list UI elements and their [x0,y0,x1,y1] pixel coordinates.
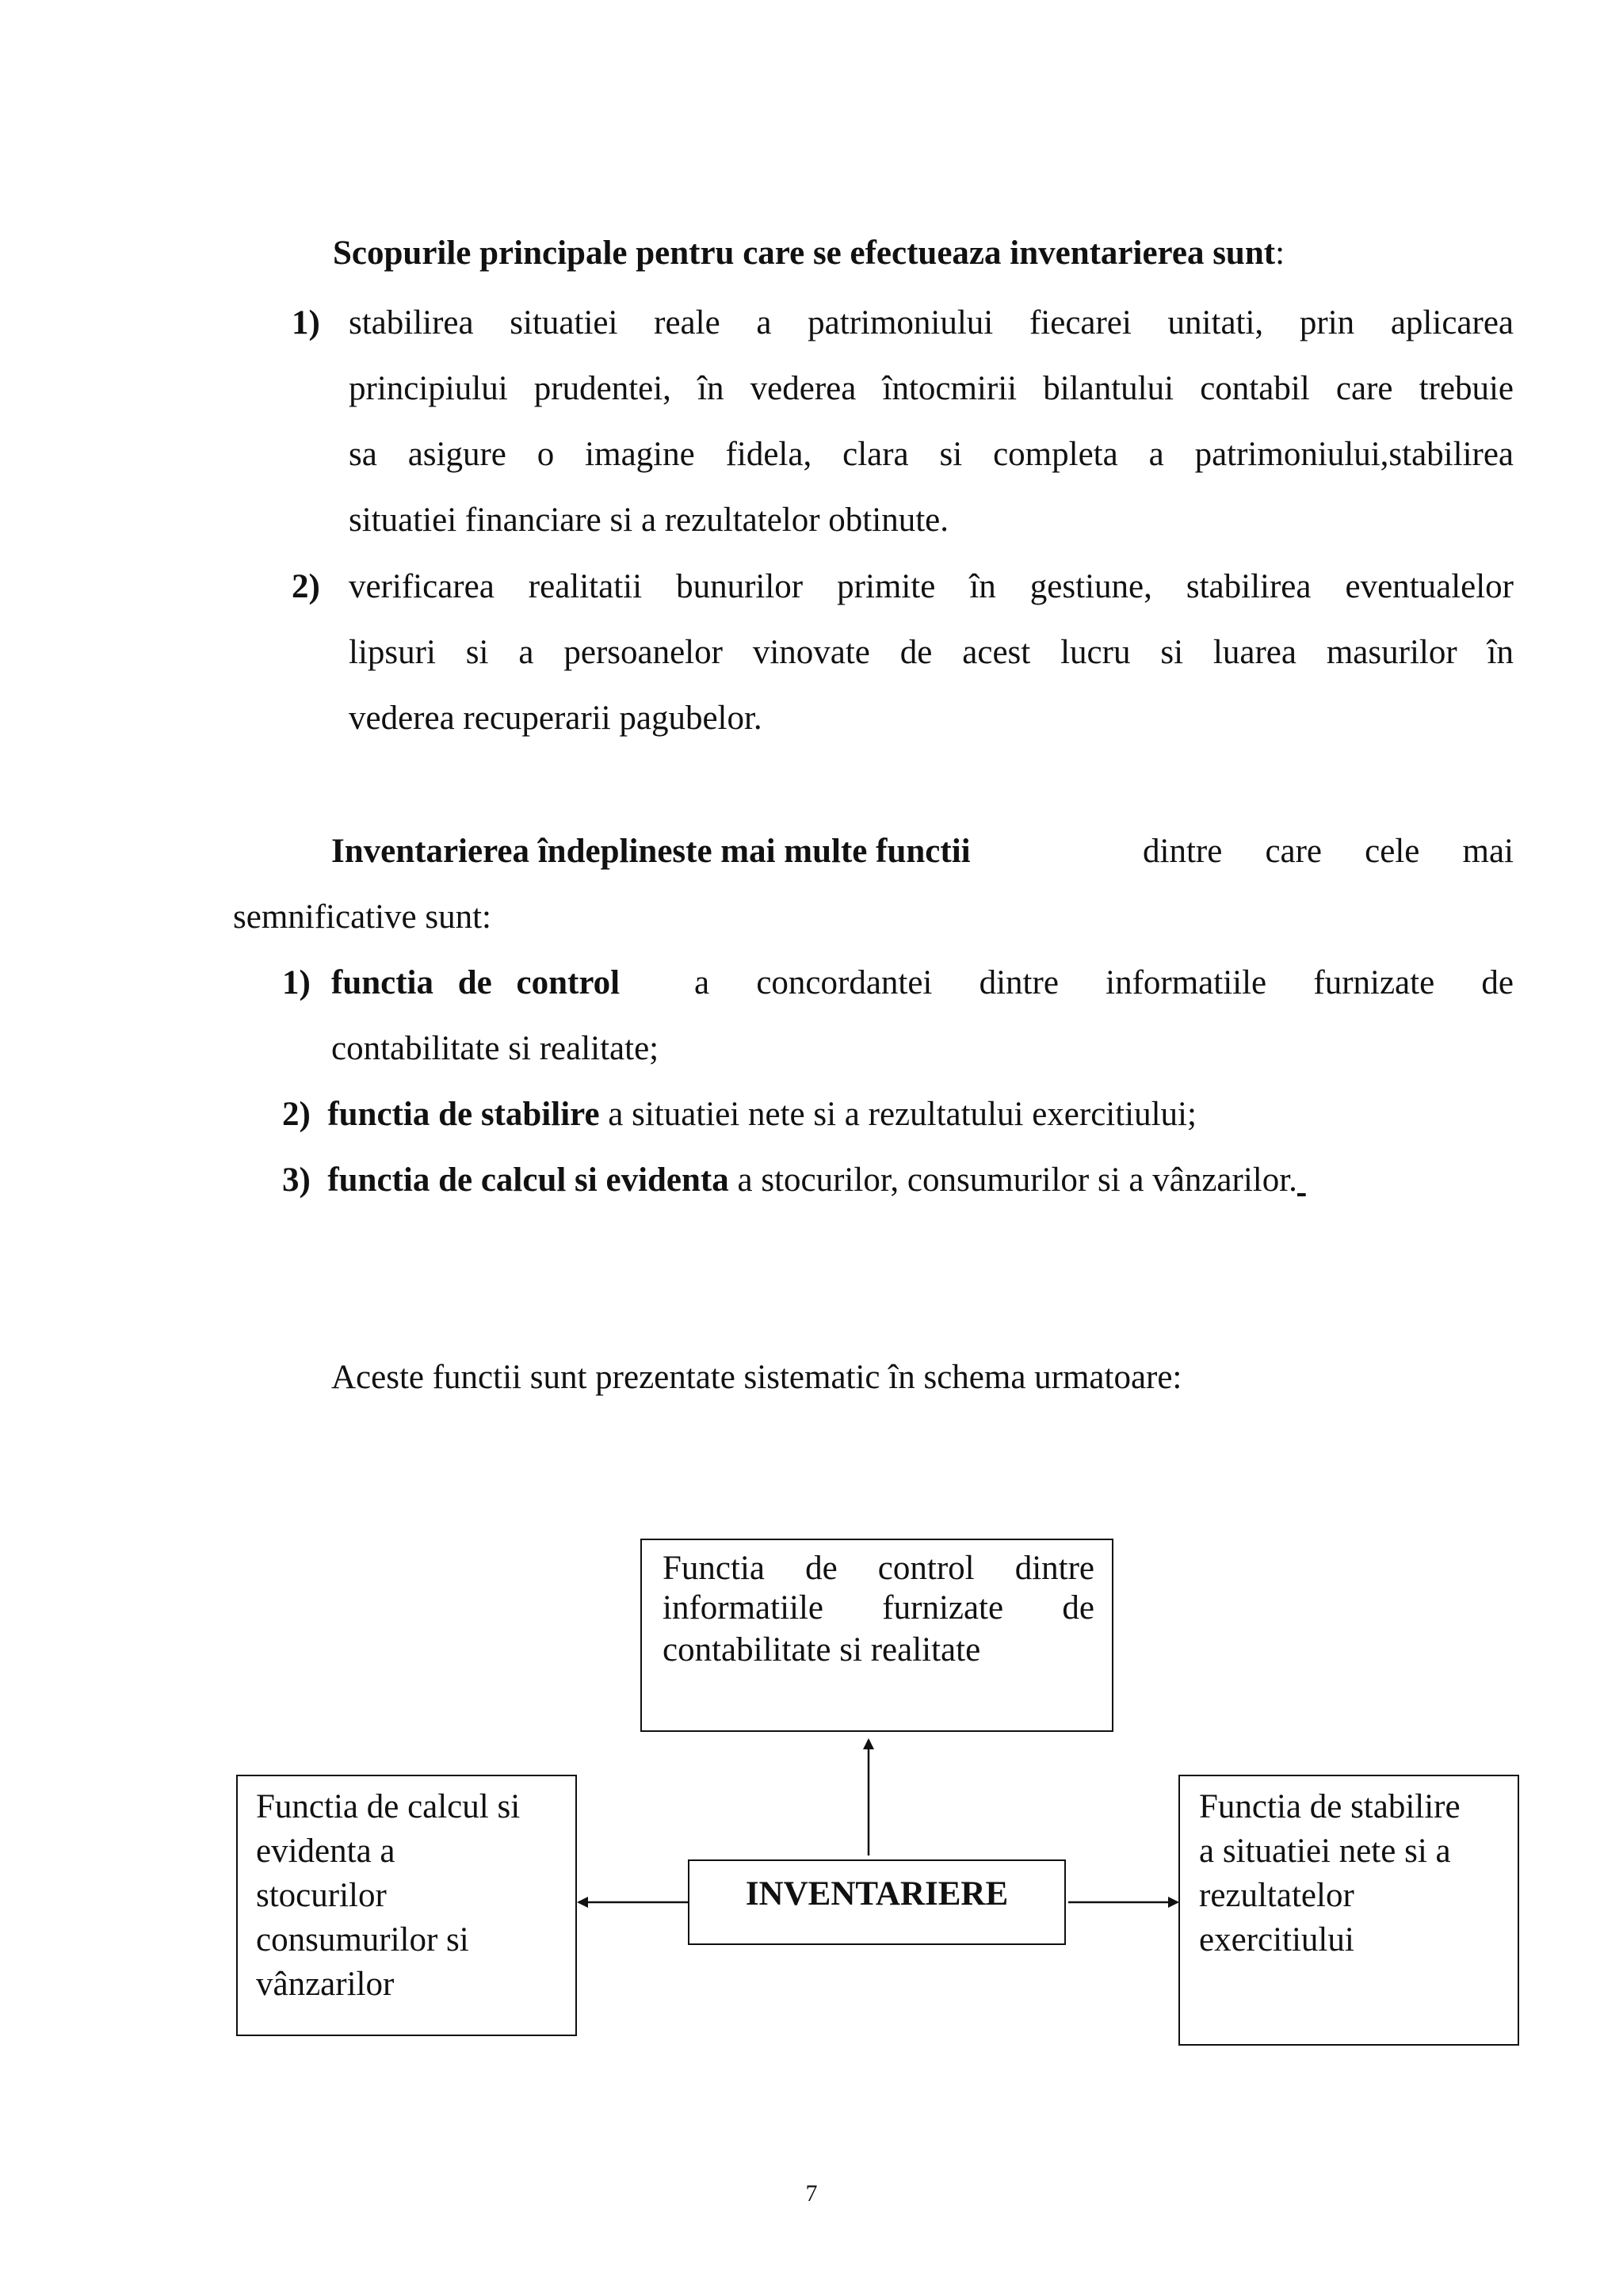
section2-item3: 3) functia de calcul si evidenta a stocurilor, consumurilor si a vânzarilor. [282,1161,1297,1199]
section2-intro-rest: dintre care cele mai [1143,833,1514,870]
section2-item1-rest: a concordantei dintre informatiile furnizate de [694,964,1514,1001]
diagram-right-text: Functia de stabilire a situatiei nete si a rezultatelor exercitiului [1199,1788,1461,1958]
section1-heading-bold: Scopurile principale pentru care se efectueaza inventarierea sunt [333,235,1276,272]
section1-item1-line4: situatiei financiare si a rezultatelor obtinute. [349,502,949,539]
section1-item2-line3: vederea recuperarii pagubelor. [349,700,762,737]
diagram-left-text: Functia de calcul si evidenta a stocurilor consumurilor si vânzarilor [256,1788,521,2003]
page-number: 7 [805,2180,818,2206]
diagram-top-text: Functia de control dintre informatiile furnizate de contabilitate si realitate [663,1550,1094,1669]
schema-intro: Aceste functii sunt prezentate sistematic în schema urmatoare: [331,1359,1182,1396]
diagram-center-label: INVENTARIERE [745,1875,1009,1913]
section2-item1-number: 1) [282,964,311,1001]
section1-item1-line2: principiului prudentei, în vederea întocmirii bilantului contabil care trebuie [349,370,1514,407]
section1-item1-line3: sa asigure o imagine fidela, clara si completa a patrimoniului,stabilirea [349,436,1514,473]
section2-intro-line2: semnificative sunt: [233,898,492,936]
section1-heading-colon: : [1275,235,1285,272]
section1-item2-line2: lipsuri si a persoanelor vinovate de acest lucru si luarea masurilor în [349,634,1514,671]
section2-intro-bold: Inventarierea îndeplineste mai multe functii [331,833,971,870]
section1-item2-number: 2) [292,568,320,605]
section1-item2-line1: verificarea realitatii bunurilor primite în gestiune, stabilirea eventualelor [349,568,1514,605]
section2-item1-cont: contabilitate si realitate; [331,1030,659,1067]
section1-item1-line1: stabilirea situatiei reale a patrimoniului fiecarei unitati, prin aplicarea [349,304,1514,341]
section1-item1-number: 1) [292,304,320,341]
section2-item2: 2) functia de stabilire a situatiei nete si a rezultatului exercitiului; [282,1096,1197,1133]
section2-item1-bold: functia de control [331,964,621,1001]
